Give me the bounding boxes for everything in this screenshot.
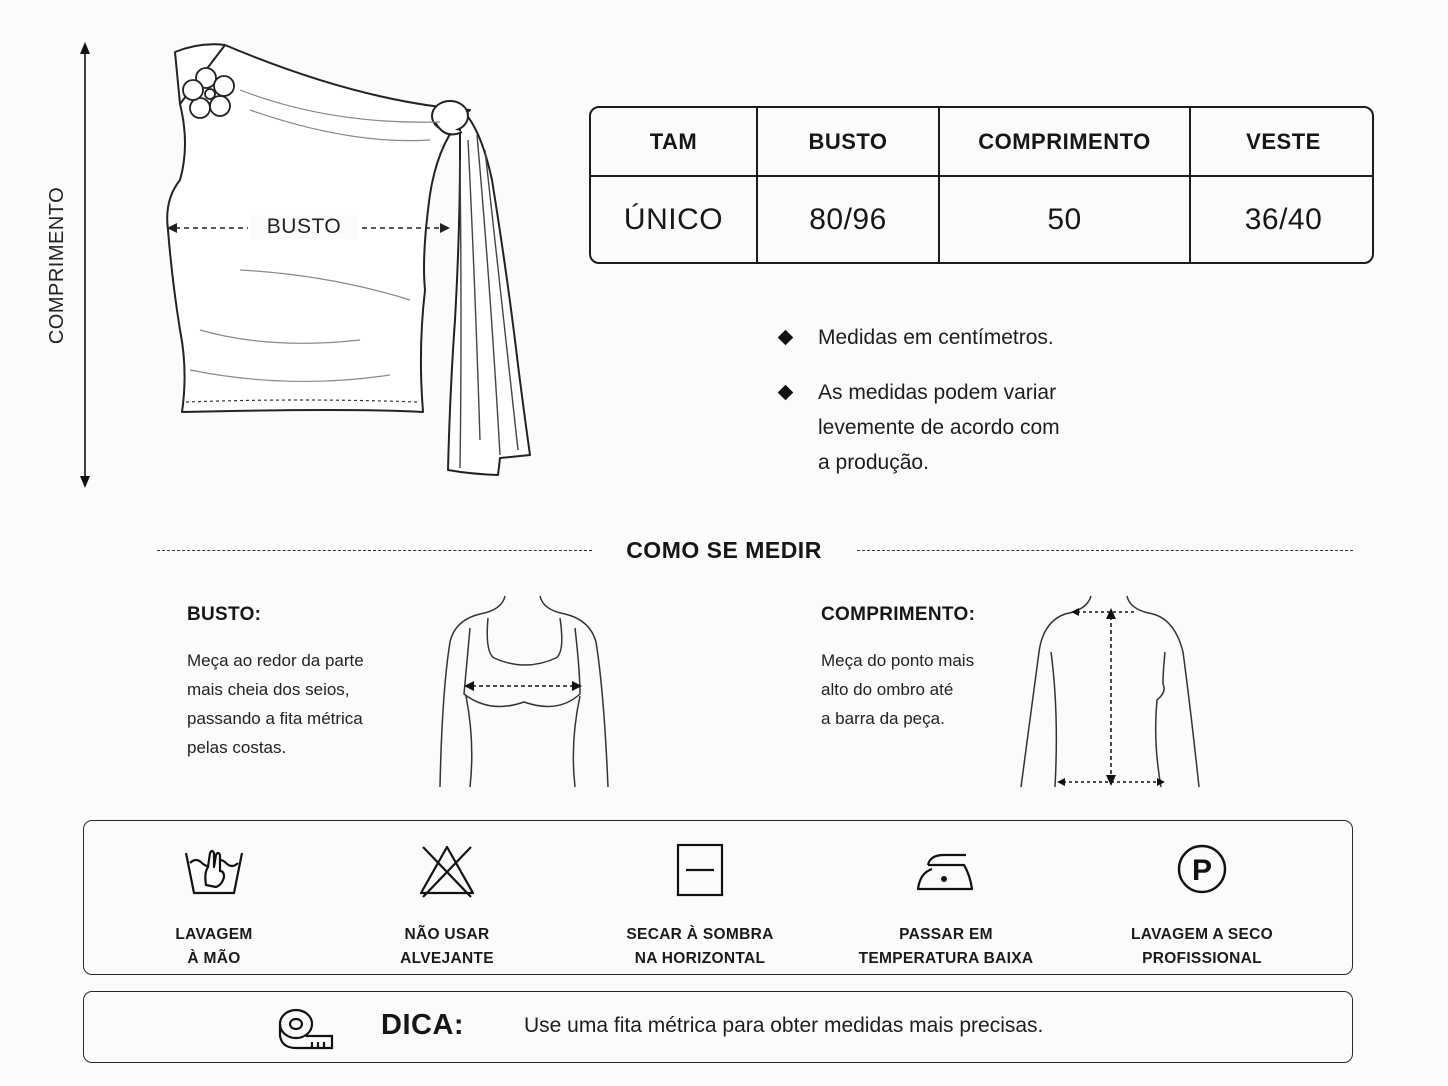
cell-size: ÚNICO	[591, 176, 757, 262]
hand-wash-icon	[182, 841, 246, 901]
length-arrow	[80, 42, 90, 488]
dry-flat-shade-icon	[668, 841, 732, 901]
length-label: COMPRIMENTO	[46, 186, 69, 344]
cell-length: 50	[939, 176, 1190, 262]
cell-fits: 36/40	[1190, 176, 1374, 262]
section-title: COMO SE MEDIR	[626, 537, 822, 563]
care-item-iron-low	[836, 841, 1056, 971]
how-bust	[187, 604, 427, 762]
care-label: PASSAR EM TEMPERATURA BAIXA	[858, 926, 1034, 967]
care-label: LAVAGEM À MÃO	[175, 926, 253, 967]
size-table	[589, 106, 1374, 264]
bust-label: BUSTO	[250, 215, 358, 239]
how-bust-text: Meça ao redor da parte mais cheia dos seios, passando a fita métrica pelas costas.	[187, 651, 364, 757]
header-length: COMPRIMENTO	[939, 108, 1190, 176]
bust-figure	[430, 592, 620, 788]
tip-box	[83, 991, 1353, 1063]
care-label: NÃO USAR ALVEJANTE	[400, 926, 494, 967]
how-length	[821, 604, 1031, 733]
length-figure	[1015, 592, 1205, 788]
care-item-dry-shade	[590, 841, 810, 971]
size-table-row	[591, 176, 1374, 262]
diamond-bullet-icon	[778, 385, 794, 401]
care-item-dry-clean	[1092, 841, 1312, 971]
care-instructions	[83, 820, 1353, 975]
tape-measure-icon	[276, 1004, 336, 1052]
care-item-no-bleach	[337, 841, 557, 971]
header-size: TAM	[591, 108, 757, 176]
no-bleach-icon	[415, 841, 479, 901]
section-divider-right	[857, 550, 1353, 551]
diamond-bullet-icon	[778, 330, 794, 346]
garment-illustration	[30, 30, 550, 500]
how-bust-title: BUSTO:	[187, 604, 262, 625]
note-item: Medidas em centímetros.	[778, 320, 1118, 355]
svg-text:P: P	[1191, 854, 1213, 887]
care-label: LAVAGEM A SECO PROFISSIONAL	[1131, 926, 1273, 967]
notes-list	[778, 320, 1118, 500]
section-divider-left	[157, 550, 592, 551]
tip-text: Use uma fita métrica para obter medidas mais precisas.	[524, 1014, 1044, 1037]
note-item: As medidas podem variar levemente de acordo com a produção.	[778, 375, 1118, 480]
tip-title: DICA:	[381, 1009, 465, 1041]
header-bust: BUSTO	[757, 108, 939, 176]
how-length-text: Meça do ponto mais alto do ombro até a barra da peça.	[821, 651, 975, 728]
cell-bust: 80/96	[757, 176, 939, 262]
iron-low-icon	[914, 841, 978, 901]
header-fits: VESTE	[1190, 108, 1374, 176]
care-label: SECAR À SOMBRA NA HORIZONTAL	[626, 926, 774, 967]
how-length-title: COMPRIMENTO:	[821, 604, 976, 625]
dry-clean-p-icon	[1170, 841, 1234, 901]
care-item-hand-wash	[104, 841, 324, 971]
size-table-header	[591, 108, 1374, 176]
